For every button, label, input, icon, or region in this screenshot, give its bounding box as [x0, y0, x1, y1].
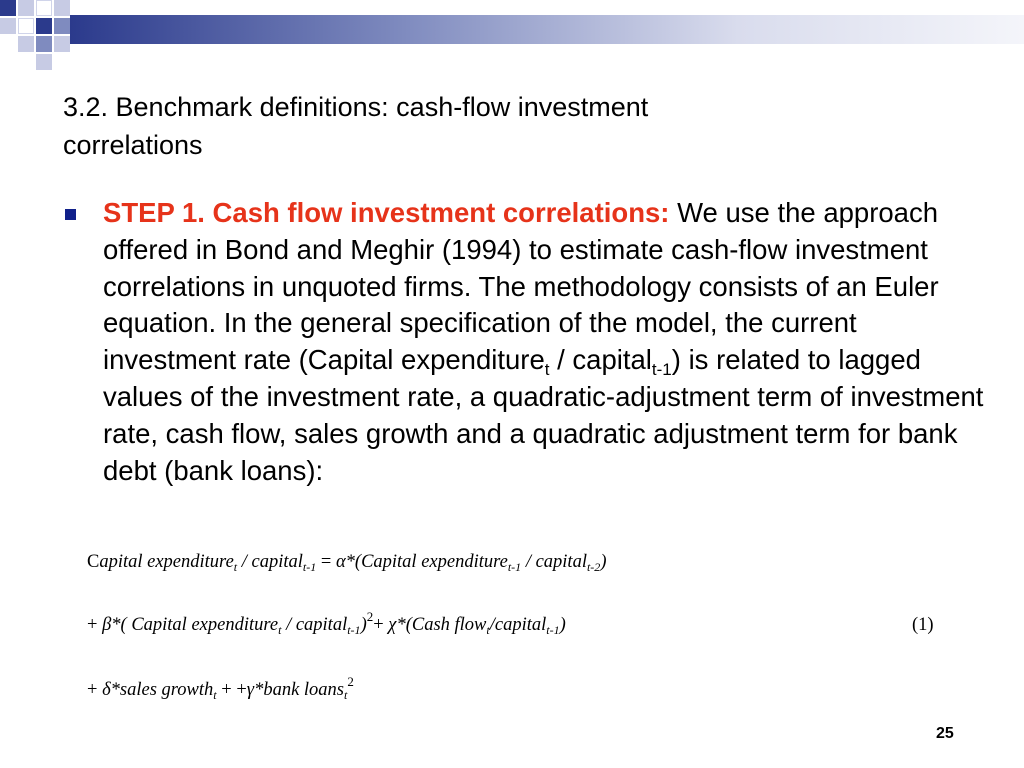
eq-text: / capital — [281, 615, 348, 635]
equation-line-1 — [87, 552, 606, 573]
eq-text: / capital — [237, 552, 303, 572]
deco-square — [54, 18, 70, 34]
eq-text: apital expenditure — [373, 552, 508, 572]
eq-subscript: t — [278, 623, 282, 637]
deco-square — [36, 18, 52, 34]
eq-text: + — [87, 615, 103, 635]
eq-subscript: t-2 — [586, 560, 601, 574]
eq-subscript: t-1 — [546, 623, 560, 637]
eq-subscript: t-1 — [347, 623, 361, 637]
eq-text: *(C — [345, 552, 374, 572]
deco-square — [54, 36, 70, 52]
eq-text: *( C — [111, 615, 144, 635]
bullet-text-part-3: ) is related to lagged values of the investment rate, a quadratic-adjustment term of investment rate, cash flow, sales growth and a quadratic adjustment term for bank debt (bank loans): — [103, 344, 984, 486]
equation-line-3 — [87, 674, 354, 702]
eq-subscript: t-1 — [302, 560, 317, 574]
eq-power: 2 — [366, 609, 374, 624]
eq-subscript: t — [486, 623, 490, 637]
slide-title-line-1: 3.2. Benchmark definitions: cash-flow investment — [63, 92, 649, 122]
deco-square — [36, 36, 52, 52]
eq-text: + — [373, 615, 389, 635]
eq-text: = — [316, 552, 336, 572]
eq-subscript: t-1 — [507, 560, 522, 574]
eq-text: C — [87, 552, 100, 572]
deco-square — [18, 0, 34, 16]
square-bullet-icon — [65, 209, 76, 220]
step-label: STEP 1. Cash flow investment correlations: — [103, 197, 670, 228]
header-gradient-bar — [70, 15, 1024, 44]
eq-text: *sales growth — [110, 680, 214, 700]
equation-number: (1) — [912, 615, 934, 635]
eq-text: apital expenditure — [99, 552, 234, 572]
eq-text: ) — [360, 615, 367, 635]
eq-text: apital expenditure — [143, 615, 279, 635]
bullet-text-part-2: / capital — [549, 344, 652, 376]
eq-subscript: t — [344, 688, 348, 702]
eq-text: *(Cash flow — [396, 615, 487, 635]
eq-text: + — [87, 680, 103, 700]
subscript-t-1: t-1 — [651, 360, 672, 380]
equation-line-2 — [87, 609, 566, 637]
bullet-text — [103, 195, 993, 489]
deco-square — [18, 18, 34, 34]
eq-greek-alpha: α — [335, 552, 346, 572]
eq-text: ) — [600, 552, 607, 572]
eq-text: *bank loans — [254, 680, 344, 700]
eq-subscript: t — [233, 560, 238, 574]
deco-square — [0, 0, 16, 16]
eq-greek-delta: δ — [102, 680, 111, 700]
subscript-t: t — [544, 360, 550, 380]
eq-text: ) — [559, 615, 566, 635]
deco-square — [36, 54, 52, 70]
page-number: 25 — [936, 725, 954, 742]
eq-text: + + — [216, 680, 247, 700]
slide-title-line-2: correlations — [63, 130, 203, 160]
eq-text: / capital — [521, 552, 587, 572]
deco-square — [18, 36, 34, 52]
eq-greek-gamma: γ — [246, 680, 255, 700]
eq-subscript: t — [213, 688, 217, 702]
eq-greek-chi: χ — [388, 615, 397, 635]
deco-square — [36, 0, 52, 16]
eq-text: /capital — [489, 615, 547, 635]
deco-square — [54, 0, 70, 16]
bullet-text-part-1: We use the approach offered in Bond and Meghir (1994) to estimate cash-flow investment correlations in unquoted firms. The methodology consists of an Euler equation. In the general specification of the model, the current investment rate (Capital expenditure — [103, 197, 939, 376]
eq-greek-beta: β — [102, 615, 112, 635]
slide-title — [63, 88, 963, 164]
deco-square — [0, 18, 16, 34]
eq-power: 2 — [347, 674, 354, 689]
